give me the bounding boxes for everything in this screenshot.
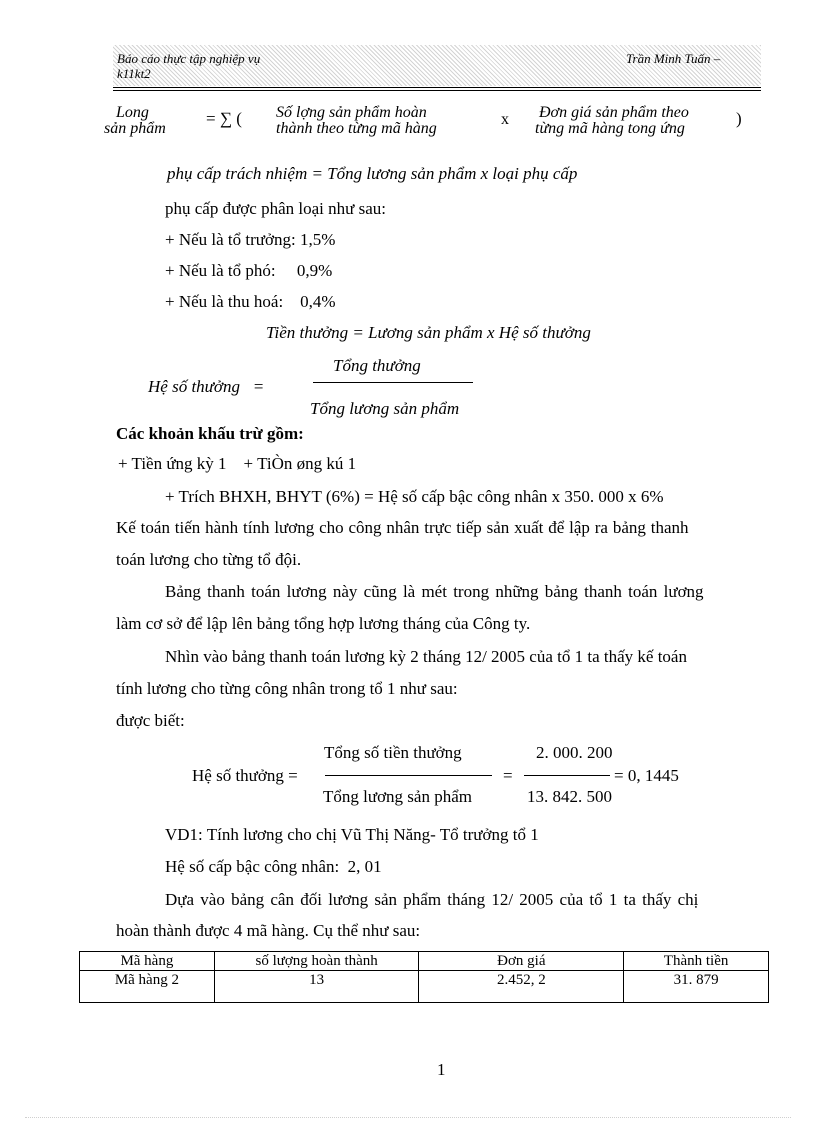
formula1-lhs-line1: Long bbox=[116, 104, 149, 121]
para1-line1: Kế toán tiến hành tính lương cho công nhân trực tiếp sản xuất để lập ra bảng thanh bbox=[116, 518, 689, 537]
deduction-advance: + Tiền ứng kỳ 1 + TiÒn øng kú 1 bbox=[118, 454, 357, 473]
formula-coef-fraction-bar bbox=[313, 382, 473, 383]
table-cell: 13 bbox=[214, 971, 419, 1003]
formula-calc-numerator: Tổng số tiền thưởng bbox=[324, 743, 462, 762]
formula1-times: x bbox=[501, 111, 509, 128]
para2-line2: làm cơ sở để lập lên bảng tổng hợp lương tháng của Công ty. bbox=[116, 614, 531, 633]
formula-calc-bonus-total: 2. 000. 200 bbox=[536, 743, 613, 762]
allowance-item-team-leader: + Nếu là tổ trưởng: 1,5% bbox=[165, 230, 336, 249]
formula1-term2-line1: Đơn giá sản phẩm theo bbox=[539, 104, 689, 121]
formula-calc-equals: = bbox=[503, 766, 513, 785]
table-header-cell: Thành tiền bbox=[624, 952, 769, 971]
formula-allowance: phụ cấp trách nhiệm = Tổng lương sản phẩm x loại phụ cấp bbox=[167, 164, 578, 183]
formula1-sum-symbol: = ∑ ( bbox=[206, 109, 242, 128]
header-rule-bottom bbox=[113, 90, 761, 91]
para4-line1: Dựa vào bảng cân đối lương sản phẩm tháng 12/ 2005 của tổ 1 ta thấy chị bbox=[165, 890, 699, 909]
formula-bonus: Tiền thưởng = Lương sản phẩm x Hệ số thưởng bbox=[266, 323, 591, 342]
formula1-term1-line2: thành theo từng mã hàng bbox=[276, 120, 437, 137]
table-header-cell: Mã hàng bbox=[80, 952, 215, 971]
formula-coef-lhs: Hệ số thưởng = bbox=[148, 377, 265, 396]
allowance-item-deputy: + Nếu là tổ phó: 0,9% bbox=[165, 261, 333, 280]
para3-line2: tính lương cho từng công nhân trong tổ 1 như sau: bbox=[116, 679, 458, 698]
table-row bbox=[80, 971, 769, 1003]
formula-calc-lhs: Hệ số thưởng = bbox=[192, 766, 298, 785]
table-cell: 2.452, 2 bbox=[419, 971, 624, 1003]
formula-coef-numerator: Tổng thưởng bbox=[333, 356, 421, 375]
page-number: 1 bbox=[437, 1060, 446, 1079]
formula-calc-fraction-bar-1 bbox=[325, 775, 492, 776]
example-vd1: VD1: Tính lương cho chị Vũ Thị Năng- Tổ trưởng tổ 1 bbox=[165, 825, 539, 844]
formula1-term1-line1: Số lợng sản phẩm hoàn bbox=[276, 104, 427, 121]
deduction-insurance: + Trích BHXH, BHYT (6%) = Hệ số cấp bậc công nhân x 350. 000 x 6% bbox=[165, 487, 664, 506]
table-header-cell: số lượng hoàn thành bbox=[214, 952, 419, 971]
para2-line1: Bảng thanh toán lương này cũng là mét trong những bảng thanh toán lương bbox=[165, 582, 704, 601]
formula1-lhs-line2: sản phẩm bbox=[104, 120, 166, 137]
page-bottom-border bbox=[25, 1117, 791, 1118]
formula-calc-fraction-bar-2 bbox=[524, 775, 610, 776]
allowance-intro: phụ cấp được phân loại như sau: bbox=[165, 199, 386, 218]
para3-line1: Nhìn vào bảng thanh toán lương kỳ 2 tháng 12/ 2005 của tổ 1 ta thấy kế toán bbox=[165, 647, 687, 666]
header-class-code: k11kt2 bbox=[117, 66, 151, 81]
deductions-heading: Các khoản khấu trừ gồm: bbox=[116, 424, 304, 443]
table-cell: 31. 879 bbox=[624, 971, 769, 1003]
para3-line3: được biết: bbox=[116, 711, 185, 730]
formula-coef-denominator: Tổng lương sản phẩm bbox=[310, 399, 460, 418]
table-cell: Mã hàng 2 bbox=[80, 971, 215, 1003]
formula-calc-result: = 0, 1445 bbox=[614, 766, 679, 785]
header-author: Trần Minh Tuấn – bbox=[626, 51, 721, 66]
para1-line2: toán lương cho từng tổ đội. bbox=[116, 550, 302, 569]
table-header-row bbox=[80, 952, 769, 971]
allowance-item-collector: + Nếu là thu hoá: 0,4% bbox=[165, 292, 336, 311]
formula1-close-paren: ) bbox=[736, 109, 742, 128]
formula-calc-wage-total: 13. 842. 500 bbox=[527, 787, 612, 806]
formula-calc-denominator: Tổng lương sản phẩm bbox=[323, 787, 472, 806]
para4-line2: hoàn thành được 4 mã hàng. Cụ thể như sau: bbox=[116, 921, 421, 940]
formula1-term2-line2: từng mã hàng tong ứng bbox=[535, 120, 685, 137]
product-table bbox=[79, 951, 769, 1003]
header-report-title: Báo cáo thực tập nghiệp vụ bbox=[117, 51, 261, 66]
coef-line: Hệ số cấp bậc công nhân: 2, 01 bbox=[165, 857, 382, 876]
table-header-cell: Đơn giá bbox=[419, 952, 624, 971]
header-rule-top bbox=[113, 87, 761, 88]
